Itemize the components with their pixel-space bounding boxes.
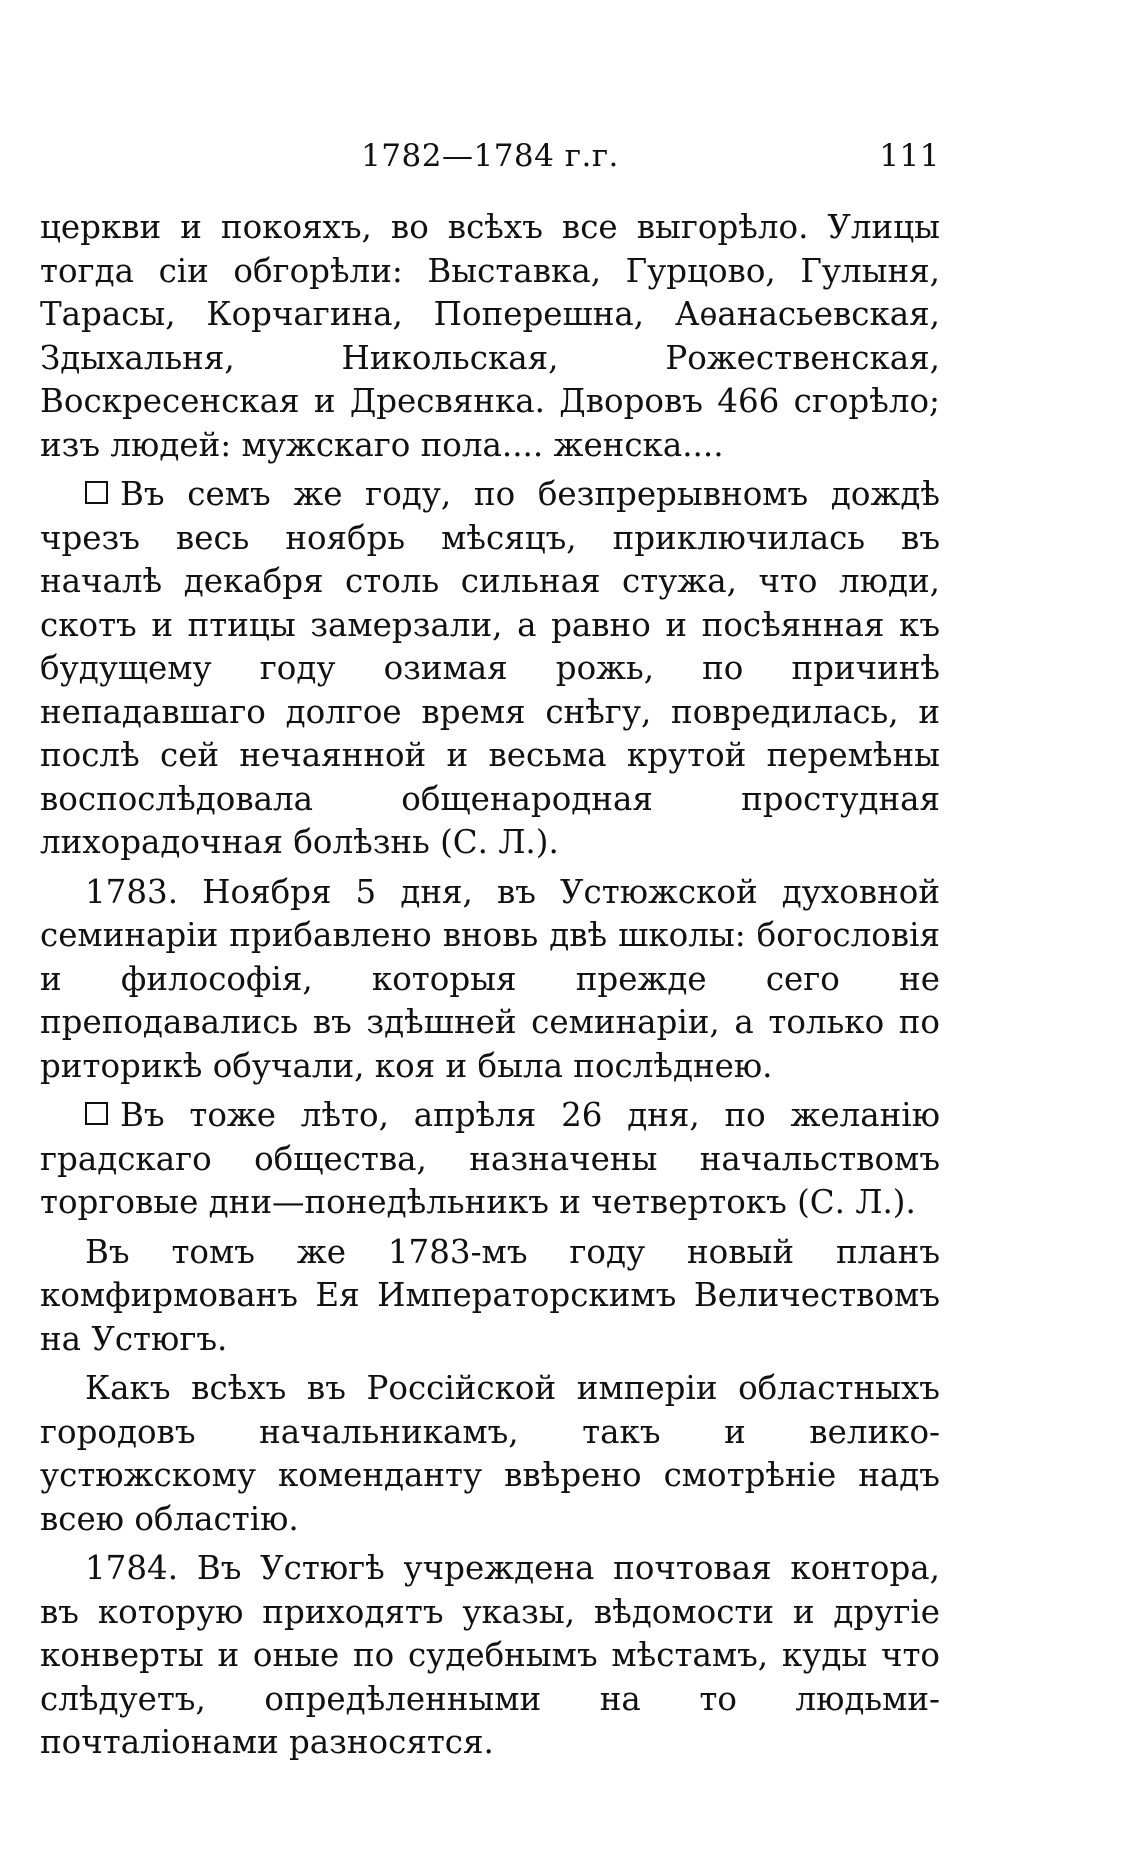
paragraph-frost-1782 <box>40 473 940 865</box>
paragraph-post-office-1784 <box>40 1547 940 1765</box>
paragraph-new-plan <box>40 1231 940 1362</box>
paragraph-text: Въ тоже лѣто, апрѣля 26 дня, по желанію градскаго общества, назначены начальствомъ торговые дни—понедѣльникъ и четвертокъ (С. Л.). <box>40 1096 940 1221</box>
paragraph-seminary-1783 <box>40 871 940 1089</box>
paragraph-text: Въ семъ же году, по безпрерывномъ дождѣ чрезъ весь ноябрь мѣсяцъ, приключилась въ началѣ декабря столь сильная стужа, что люди, скотъ и птицы замерзали, а равно и посѣянная къ будущему году озимая рожь, по причинѣ непадавшаго долгое время снѣгу, повредилась, и послѣ сей нечаянной и весьма крутой перемѣны воспослѣдовала общенародная простудная лихорадочная болѣзнь (С. Л.). <box>40 475 940 861</box>
book-page <box>40 138 940 1771</box>
running-head-title: 1782—1784 г.г. <box>361 138 619 174</box>
paragraph-text: Въ томъ же 1783-мъ году новый планъ комфирмованъ Ея Императорскимъ Величествомъ на Устюгъ. <box>40 1232 940 1358</box>
paragraph-text: церкви и покояхъ, во всѣхъ все выгорѣло. Улицы тогда сіи обгорѣли: Выставка, Гурцово, Гулыня, Тарасы, Корчагина, Поперешна, Аѳанасьевская, Здыхальня, Никольская, Рожественская, Воскресенская и Дресвянка. Дворовъ 466 сгорѣло; изъ людей: мужскаго пола.... женска.... <box>40 208 940 464</box>
body-text <box>40 206 940 1765</box>
paragraph-text: 1784. Въ Устюгѣ учреждена почтовая контора, въ которую приходятъ указы, вѣдомости и другіе конверты и оные по судебнымъ мѣстамъ, куды что слѣдуетъ, опредѣленными на то людьми-почталіонами разносятся. <box>40 1549 940 1761</box>
paragraph-continuation <box>40 206 940 467</box>
paragraph-commandant <box>40 1367 940 1541</box>
box-marker-icon <box>85 481 108 504</box>
paragraph-text: 1783. Ноября 5 дня, въ Устюжской духовной семинаріи прибавлено вновь двѣ школы: богословія и философія, которыя прежде сего не преподавались въ здѣшней семинаріи, а только по риторикѣ обучали, коя и была послѣднею. <box>40 872 940 1085</box>
paragraph-text: Какъ всѣхъ въ Россійской имперіи областныхъ городовъ начальникамъ, такъ и велико-устюжскому коменданту ввѣрено смотрѣніе надъ всею областію. <box>40 1369 940 1538</box>
page-number: 111 <box>879 138 940 174</box>
box-marker-icon <box>85 1102 108 1125</box>
running-head <box>40 138 940 188</box>
paragraph-trade-days <box>40 1094 940 1225</box>
